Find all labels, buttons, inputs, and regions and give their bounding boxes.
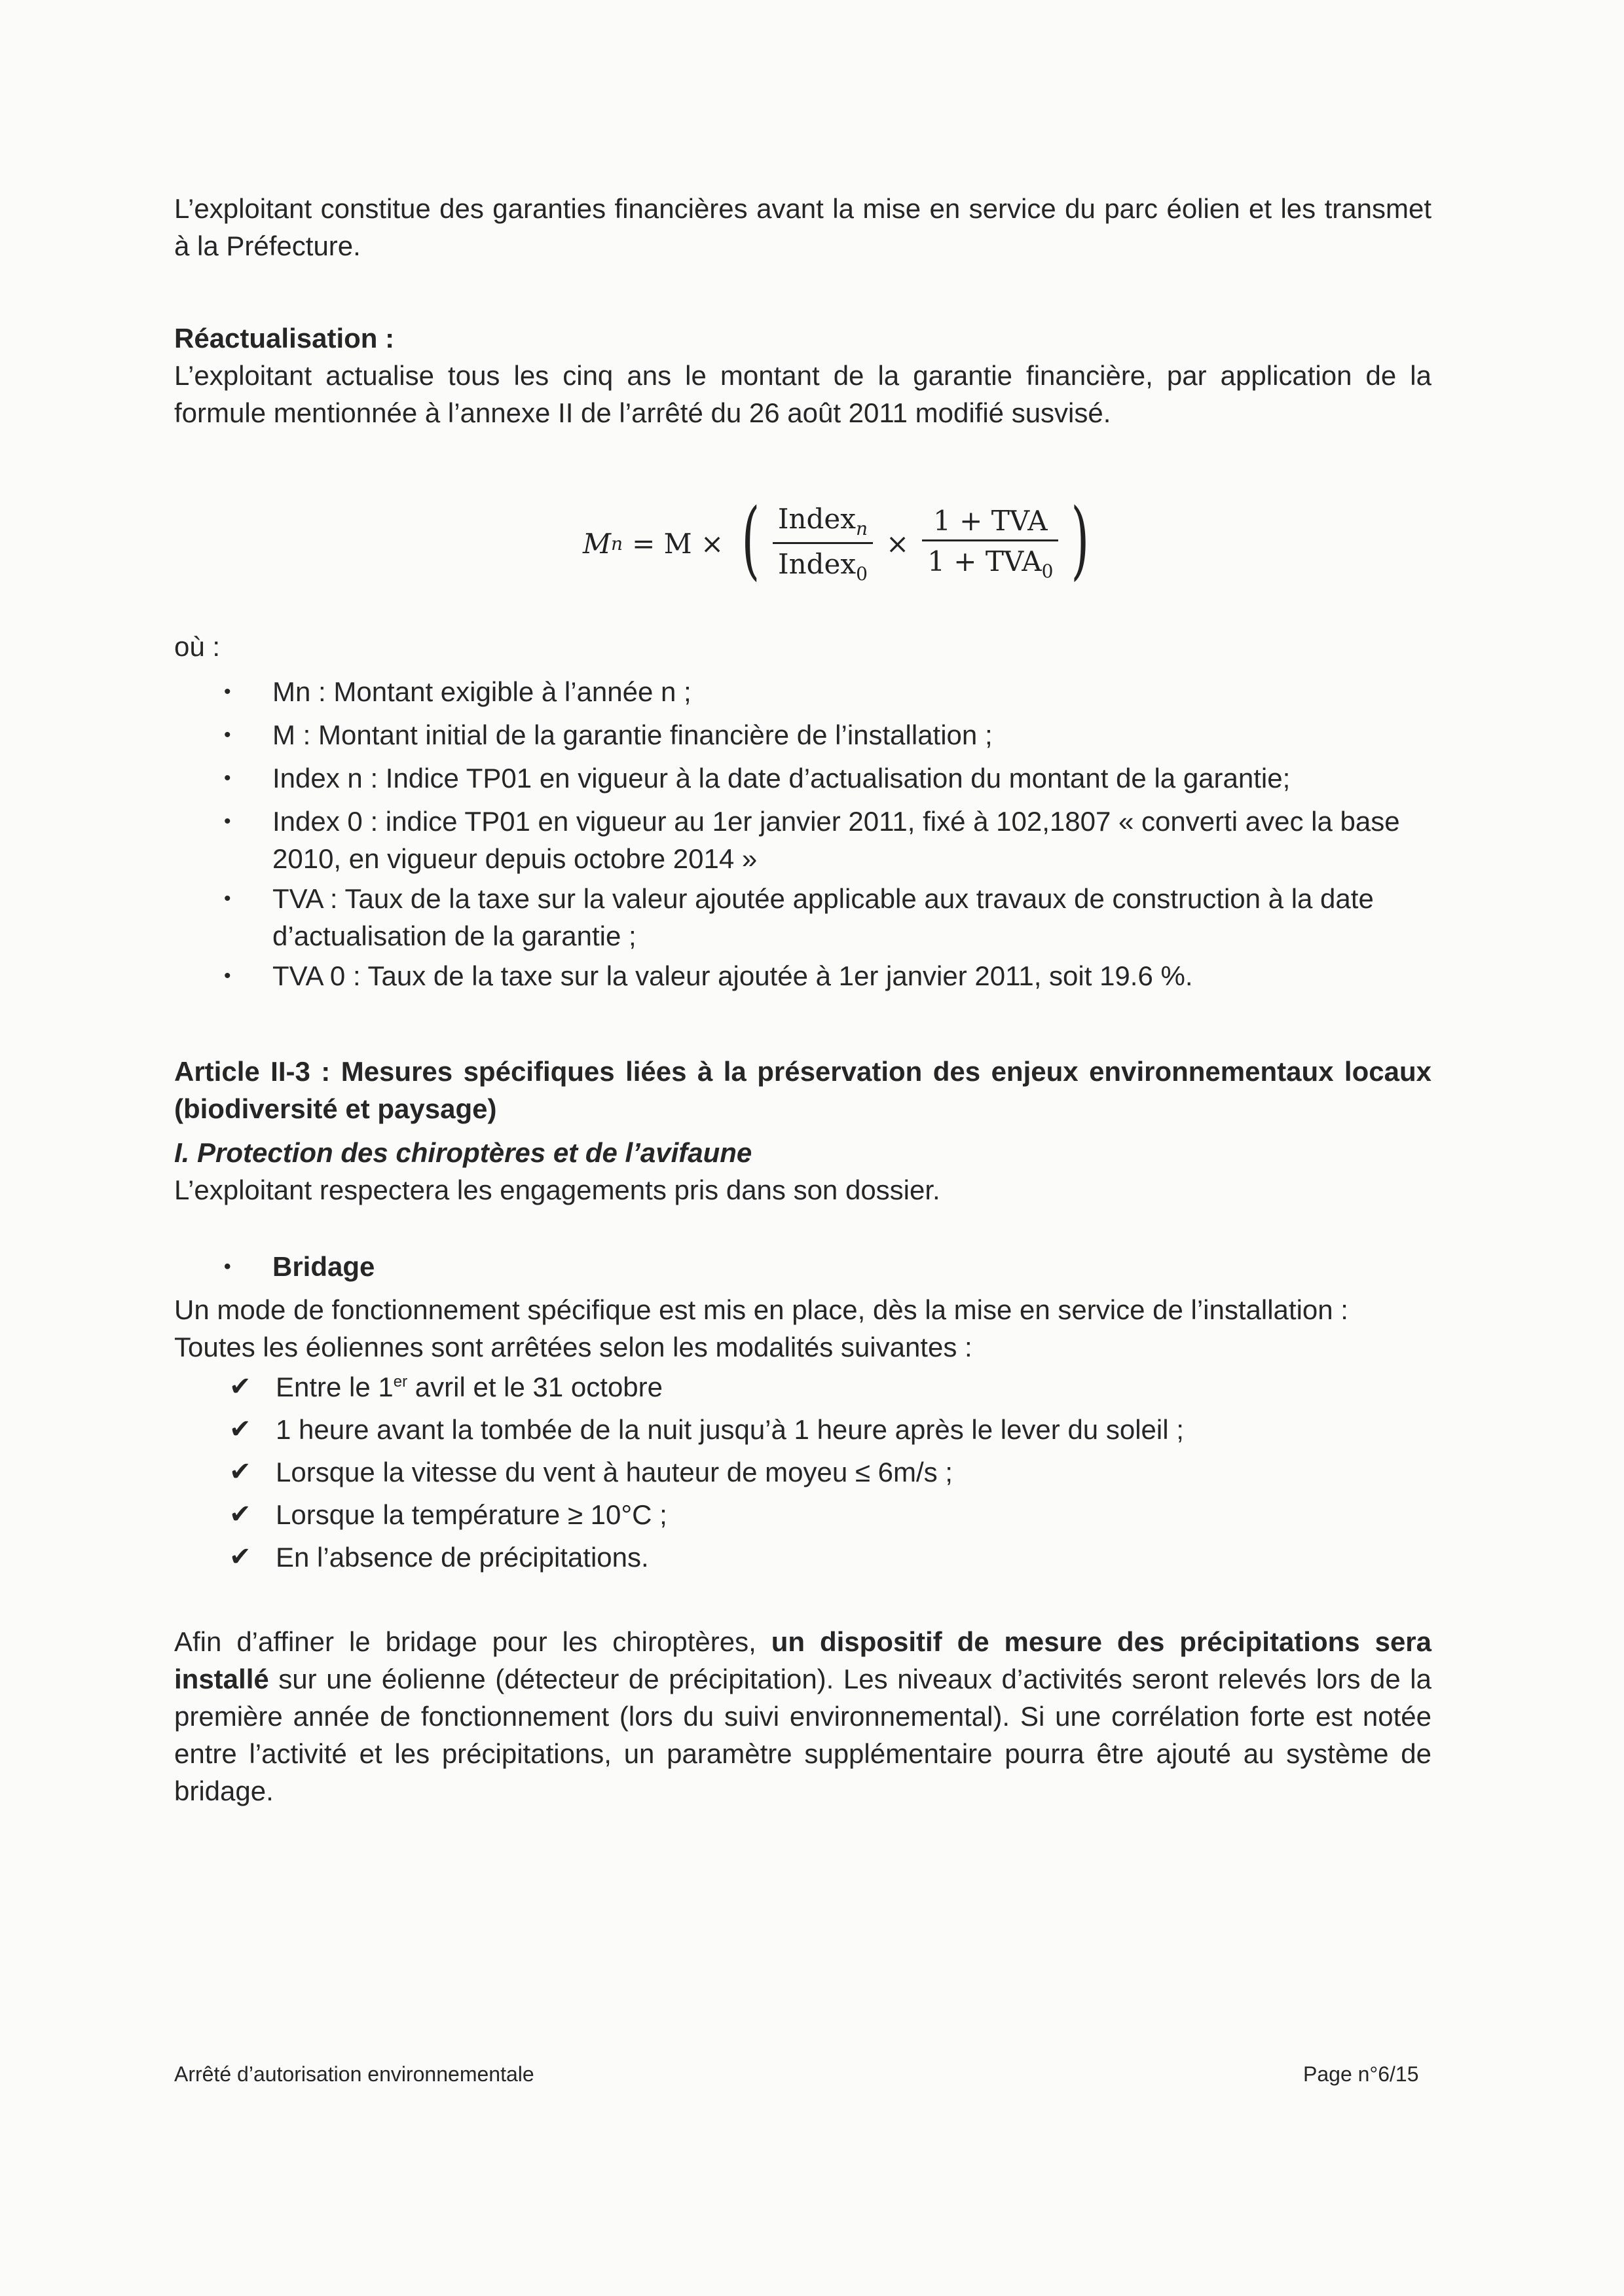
checkmark-icon: ✔ <box>229 1457 251 1486</box>
bullet-icon: • <box>224 681 231 702</box>
definition-item: • Mn : Montant exigible à l’année n ; <box>174 673 1431 710</box>
bullet-icon: • <box>224 724 231 746</box>
definition-item: • Index n : Indice TP01 en vigueur à la date d’actualisation du montant de la garantie; <box>174 759 1431 797</box>
article-heading: Article II-3 : Mesures spécifiques liées à la préservation des enjeux environnementaux locaux (biodiversité et paysage) <box>174 1056 1431 1124</box>
checkmark-icon: ✔ <box>229 1415 251 1444</box>
bullet-icon: • <box>224 888 231 909</box>
final-paragraph: Afin d’affiner le bridage pour les chiroptères, un dispositif de mesure des précipitations sera installé sur une éolienne (détecteur de précipitation). Les niveaux d’activités seront relevés lors de la première année de fonctionnement (lors du suivi environnemental). Si une corrélation forte est notée entre l’activité et les précipitations, un paramètre supplémentaire pourra être ajouté au système de bridage. <box>174 1626 1432 1806</box>
checkmark-icon: ✔ <box>229 1372 251 1401</box>
condition-item: ✔ En l’absence de précipitations. <box>174 1539 1431 1576</box>
condition-item: ✔ Lorsque la vitesse du vent à hauteur de moyeu ≤ 6m/s ; <box>174 1453 1431 1491</box>
bullet-icon: • <box>224 1256 231 1277</box>
definition-item: • Index 0 : indice TP01 en vigueur au 1er janvier 2011, fixé à 102,1807 « converti avec la base 2010, en vigueur depuis octobre 2014 » <box>174 803 1431 877</box>
right-paren-icon: ) <box>1071 490 1090 589</box>
definition-item: • M : Montant initial de la garantie financière de l’installation ; <box>174 716 1431 754</box>
bullet-icon: • <box>224 767 231 789</box>
footer-title: Arrêté d’autorisation environnementale <box>174 2062 534 2086</box>
bullet-icon: • <box>224 965 231 987</box>
definition-item: • TVA : Taux de la taxe sur la valeur ajoutée applicable aux travaux de construction à la date d’actualisation de la garantie ; <box>174 880 1431 955</box>
condition-item: ✔ Lorsque la température ≥ 10°C ; <box>174 1496 1431 1533</box>
revaluation-formula: M n = M × ( $\frac{Index_n}{Index_0}$ × $\frac{\text{1 + TVA}}{1 + TVA_0}$ ) <box>583 490 1090 589</box>
condition-item: ✔ 1 heure avant la tombée de la nuit jusqu’à 1 heure après le lever du soleil ; <box>174 1411 1431 1448</box>
bridage-mode-paragraph: Un mode de fonctionnement spécifique est mis en place, dès la mise en service de l’installation : <box>174 1294 1348 1325</box>
checkmark-icon: ✔ <box>229 1542 251 1571</box>
bridage-title: • Bridage <box>174 1248 1431 1285</box>
reactualisation-heading: Réactualisation : <box>174 323 395 354</box>
reactualisation-paragraph: L’exploitant actualise tous les cinq ans le montant de la garantie financière, par application de la formule mentionnée à l’annexe II de l’arrêté du 26 août 2011 modifié susvisé. <box>174 360 1431 428</box>
left-paren-icon: ( <box>741 490 760 589</box>
bridage-title-list <box>174 1248 1431 1285</box>
definitions-list <box>174 673 1431 994</box>
condition-item: ✔ Entre le 1er avril et le 31 octobre <box>174 1368 1431 1406</box>
where-label: où : <box>174 631 221 662</box>
index-fraction: $\frac{Index_n}{Index_0}$ <box>773 503 873 585</box>
tva-fraction: $\frac{\text{1 + TVA}}{1 + TVA_0}$ <box>922 505 1058 582</box>
bullet-icon: • <box>224 811 231 832</box>
bridage-stop-paragraph: Toutes les éoliennes sont arrêtées selon les modalités suivantes : <box>174 1332 972 1362</box>
article-subheading: I. Protection des chiroptères et de l’avifaune <box>174 1137 752 1168</box>
checkmark-icon: ✔ <box>229 1500 251 1529</box>
page-number: Page n°6/15 <box>1303 2062 1419 2086</box>
intro-paragraph: L’exploitant constitue des garanties financières avant la mise en service du parc éolien et les transmet à la Préfecture. <box>174 193 1431 261</box>
bridage-conditions-list <box>174 1368 1431 1576</box>
document-body <box>174 190 1431 1810</box>
definition-item: • TVA 0 : Taux de la taxe sur la valeur ajoutée à 1er janvier 2011, soit 19.6 %. <box>174 957 1431 994</box>
engagement-paragraph: L’exploitant respectera les engagements pris dans son dossier. <box>174 1175 940 1205</box>
